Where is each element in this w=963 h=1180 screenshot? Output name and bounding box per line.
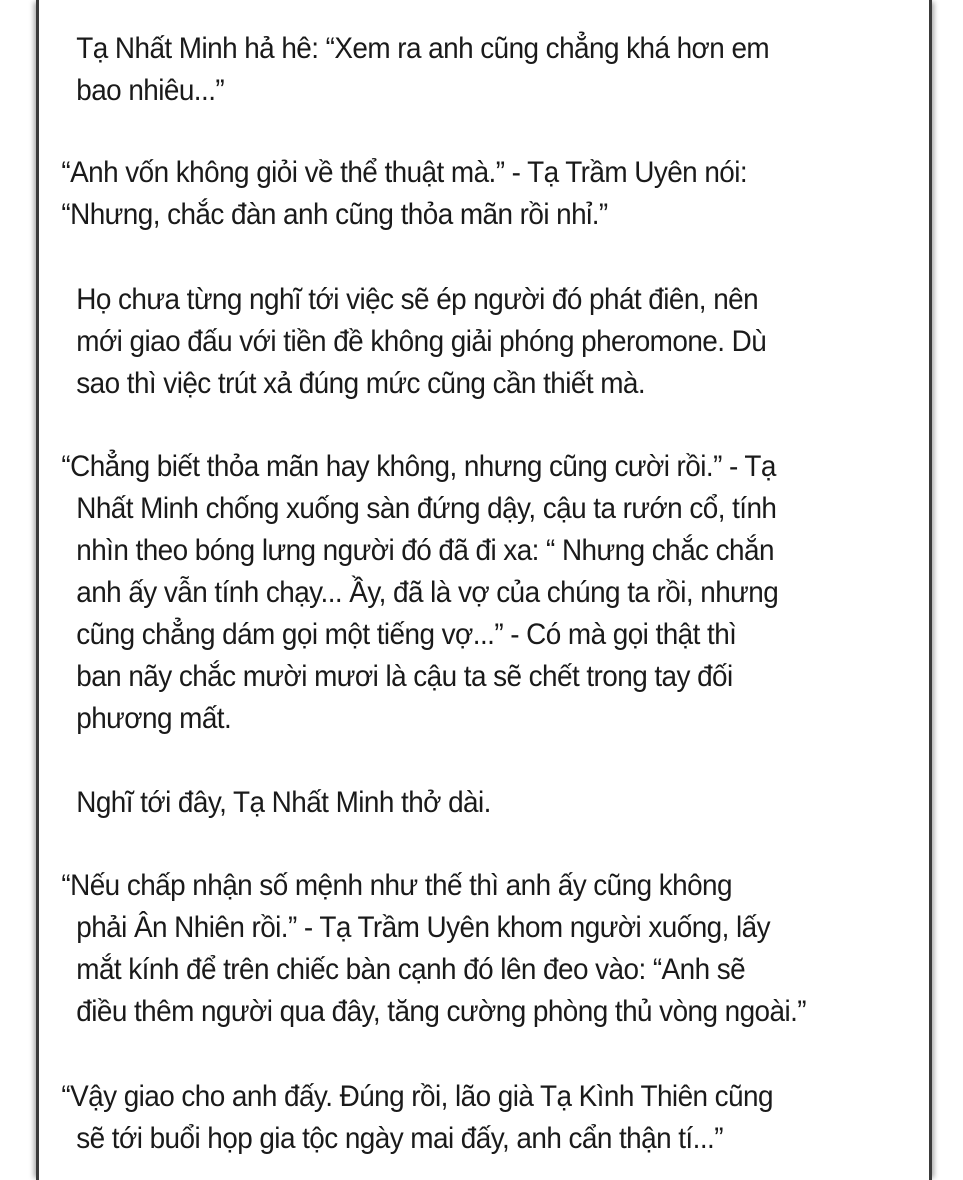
text-line: “Vậy giao cho anh đấy. Đúng rồi, lão già Tạ Kình Thiên cũng — [61, 1080, 773, 1113]
text-line: anh ấy vẫn tính chạy... Ầy, đã là vợ của chúng ta rồi, nhưng — [76, 576, 779, 609]
text-line: “Chẳng biết thỏa mãn hay không, nhưng cũng cười rồi.” - Tạ — [61, 450, 776, 483]
text-line: “Anh vốn không giỏi về thể thuật mà.” - Tạ Trầm Uyên nói: — [61, 156, 748, 189]
text-line: “Nếu chấp nhận số mệnh như thế thì anh ấy cũng không — [61, 869, 732, 902]
paragraph-7 — [0, 1076, 958, 1160]
text-line: điều thêm người qua đây, tăng cường phòng thủ vòng ngoài.” — [76, 995, 807, 1028]
text-line: bao nhiêu...” — [76, 74, 225, 107]
text-line: mới giao đấu với tiền đề không giải phóng pheromone. Dù — [76, 325, 767, 358]
text-line: phải Ân Nhiên rồi.” - Tạ Trầm Uyên khom người xuống, lấy — [76, 911, 770, 944]
text-line: phương mất. — [76, 702, 232, 735]
paragraph-3 — [0, 279, 958, 405]
text-line: cũng chẳng dám gọi một tiếng vợ...” - Có mà gọi thật thì — [76, 618, 737, 651]
paragraph-1 — [0, 28, 958, 112]
text-line: “Nhưng, chắc đàn anh cũng thỏa mãn rồi nhỉ.” — [61, 198, 608, 231]
text-line: sẽ tới buổi họp gia tộc ngày mai đấy, anh cẩn thận tí...” — [76, 1122, 723, 1155]
text-line: nhìn theo bóng lưng người đó đã đi xa: “ Nhưng chắc chắn — [76, 534, 774, 567]
text-line: Nhất Minh chống xuống sàn đứng dậy, cậu ta rướn cổ, tính — [76, 492, 777, 525]
text-line: Họ chưa từng nghĩ tới việc sẽ ép người đó phát điên, nên — [76, 283, 759, 316]
paragraph-5 — [0, 782, 958, 824]
text-line: Nghĩ tới đây, Tạ Nhất Minh thở dài. — [76, 786, 491, 819]
text-line: sao thì việc trút xả đúng mức cũng cần thiết mà. — [76, 367, 646, 400]
text-line: Tạ Nhất Minh hả hê: “Xem ra anh cũng chẳng khá hơn em — [76, 32, 770, 65]
paragraph-4 — [0, 446, 958, 740]
paragraph-6 — [0, 865, 958, 1033]
paragraph-2 — [0, 152, 958, 236]
text-line: ban nãy chắc mười mươi là cậu ta sẽ chết trong tay đối — [76, 660, 733, 693]
text-line: mắt kính để trên chiếc bàn cạnh đó lên đeo vào: “Anh sẽ — [76, 953, 746, 986]
